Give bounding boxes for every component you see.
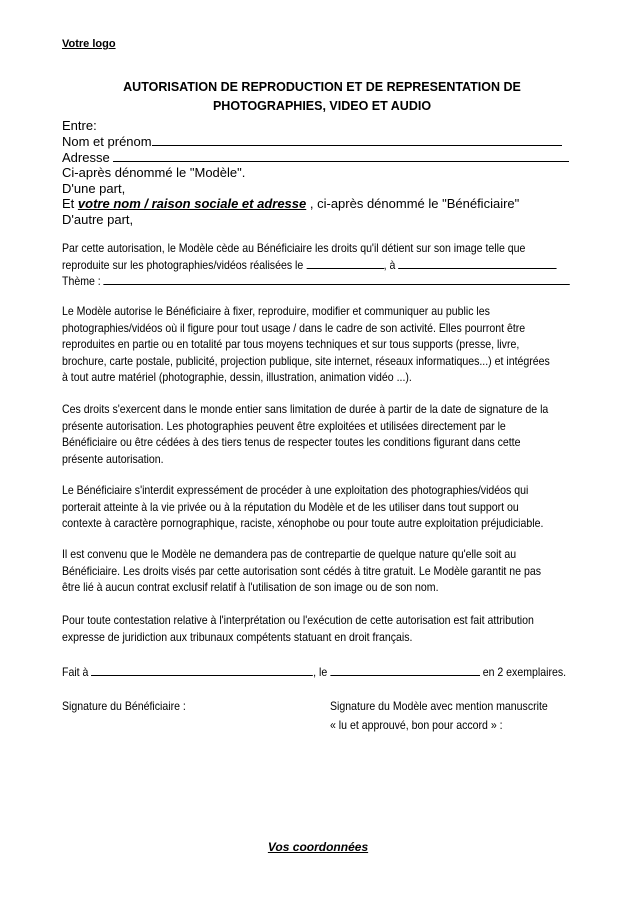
nom-row — [62, 134, 562, 150]
footer-coordonnees: Vos coordonnées — [267, 840, 369, 854]
signature-modele-line: Signature du Modèle avec mention manuscrite — [330, 699, 548, 713]
paragraph-line: Bénéficiaire. Les droits visés par cette autorisation sont cédés à titre gratuit. Le Modèle garantit ne pas — [62, 563, 541, 578]
paragraph-droits — [62, 401, 582, 467]
paragraph-line: photographies/vidéos où il figure pour tout usage / dans le cadre de son activité. Elles pourront être — [62, 320, 526, 335]
paragraph-usage — [62, 303, 582, 386]
adresse-label: Adresse — [62, 150, 110, 165]
logo-placeholder: Votre logo — [62, 38, 116, 50]
entre-label: Entre: — [62, 118, 97, 133]
beneficiaire-suffix: , ci-après dénommé le "Bénéficiaire" — [309, 196, 520, 211]
paragraph-line: reproduites en partie ou en totalité par tous moyens techniques et sur tous supports (presse, livre, — [62, 337, 520, 351]
paragraph-line: contexte à caractère pornographique, raciste, xénophobe ou pour toute autre exploitation préjudiciable. — [62, 516, 544, 530]
adresse-row — [62, 150, 569, 166]
theme-label: Thème : — [62, 274, 101, 288]
paragraph-line: présente autorisation. — [62, 451, 164, 466]
paragraph-line: présente autorisation. Les photographies peuvent être exploitées et utilisées directement par le — [62, 418, 506, 433]
signature-modele-line: « lu et approuvé, bon pour accord » : — [330, 718, 503, 732]
intro-line: Par cette autorisation, le Modèle cède au Bénéficiaire les droits qu'il détient sur son image telle que — [62, 241, 526, 255]
place-blank-line[interactable] — [398, 257, 556, 269]
beneficiaire-placeholder: votre nom / raison sociale et adresse — [77, 196, 307, 211]
fait-place-blank-line[interactable] — [91, 664, 313, 676]
paragraph-interdiction — [62, 482, 582, 532]
nom-blank-line[interactable] — [152, 134, 562, 146]
paragraph-line: être lié à aucun contrat exclusif relatif à l'utilisation de son image ou de son nom. — [62, 580, 439, 594]
paragraph-line: Le Modèle autorise le Bénéficiaire à fixer, reproduire, modifier et communiquer au public les — [62, 304, 490, 318]
beneficiaire-row — [62, 196, 519, 212]
fait-label: Fait à — [62, 665, 89, 679]
date-place-row — [62, 257, 557, 272]
paragraph-line: Bénéficiaire ou être cédées à des tiers tenus de respecter toutes les conditions figurant dans cette — [62, 435, 521, 449]
paragraph-line: Pour toute contestation relative à l'interprétation ou l'exécution de cette autorisation est fait attribution — [62, 613, 534, 627]
fait-row — [62, 664, 566, 679]
document-title-line-1: AUTORISATION DE REPRODUCTION ET DE REPRESENTATION DE — [123, 80, 521, 94]
signature-beneficiaire-label: Signature du Bénéficiaire : — [62, 699, 186, 713]
paragraph-line: expresse de juridiction aux tribunaux compétents statuant en droit français. — [62, 629, 413, 644]
paragraph-line: porterait atteinte à la vie privée ou à la réputation du Modèle et de les utiliser dans tout support ou — [62, 499, 519, 514]
une-part-text: D'une part, — [62, 181, 126, 196]
nom-label: Nom et prénom — [62, 134, 152, 149]
paragraph-line: brochure, carte postale, publicité, projection publique, site internet, réseaux informatiques...) et intégrées — [62, 353, 550, 368]
paragraph-line: Le Bénéficiaire s'interdit expressément de procéder à une exploitation des photographies/vidéos qui — [62, 483, 529, 497]
autre-part-text: D'autre part, — [62, 212, 134, 227]
signature-modele-block — [330, 697, 548, 735]
fait-le-label: , le — [313, 665, 328, 679]
theme-row — [62, 273, 570, 288]
modele-designation: Ci-après dénommé le "Modèle". — [62, 165, 246, 180]
paragraph-line: Il est convenu que le Modèle ne demandera pas de contrepartie de quelque nature qu'elle soit au — [62, 547, 517, 561]
et-text: Et — [62, 196, 75, 211]
paragraph-gratuite — [62, 546, 582, 596]
adresse-blank-line[interactable] — [113, 150, 569, 162]
fait-date-blank-line[interactable] — [330, 664, 480, 676]
paragraph-juridiction — [62, 612, 582, 645]
theme-blank-line[interactable] — [104, 273, 570, 285]
intro-line: reproduite sur les photographies/vidéos réalisées le — [62, 258, 304, 272]
document-title-line-2: PHOTOGRAPHIES, VIDEO ET AUDIO — [212, 99, 432, 113]
intro-paragraph — [62, 240, 582, 257]
date-blank-line[interactable] — [306, 257, 383, 269]
intro-line: , à — [383, 258, 396, 272]
exemplaires-text: en 2 exemplaires. — [482, 665, 567, 679]
paragraph-line: Ces droits s'exercent dans le monde entier sans limitation de durée à partir de la date de signature de la — [62, 402, 549, 416]
paragraph-line: à tout autre matériel (photographie, dessin, illustration, animation vidéo ...). — [62, 370, 412, 384]
